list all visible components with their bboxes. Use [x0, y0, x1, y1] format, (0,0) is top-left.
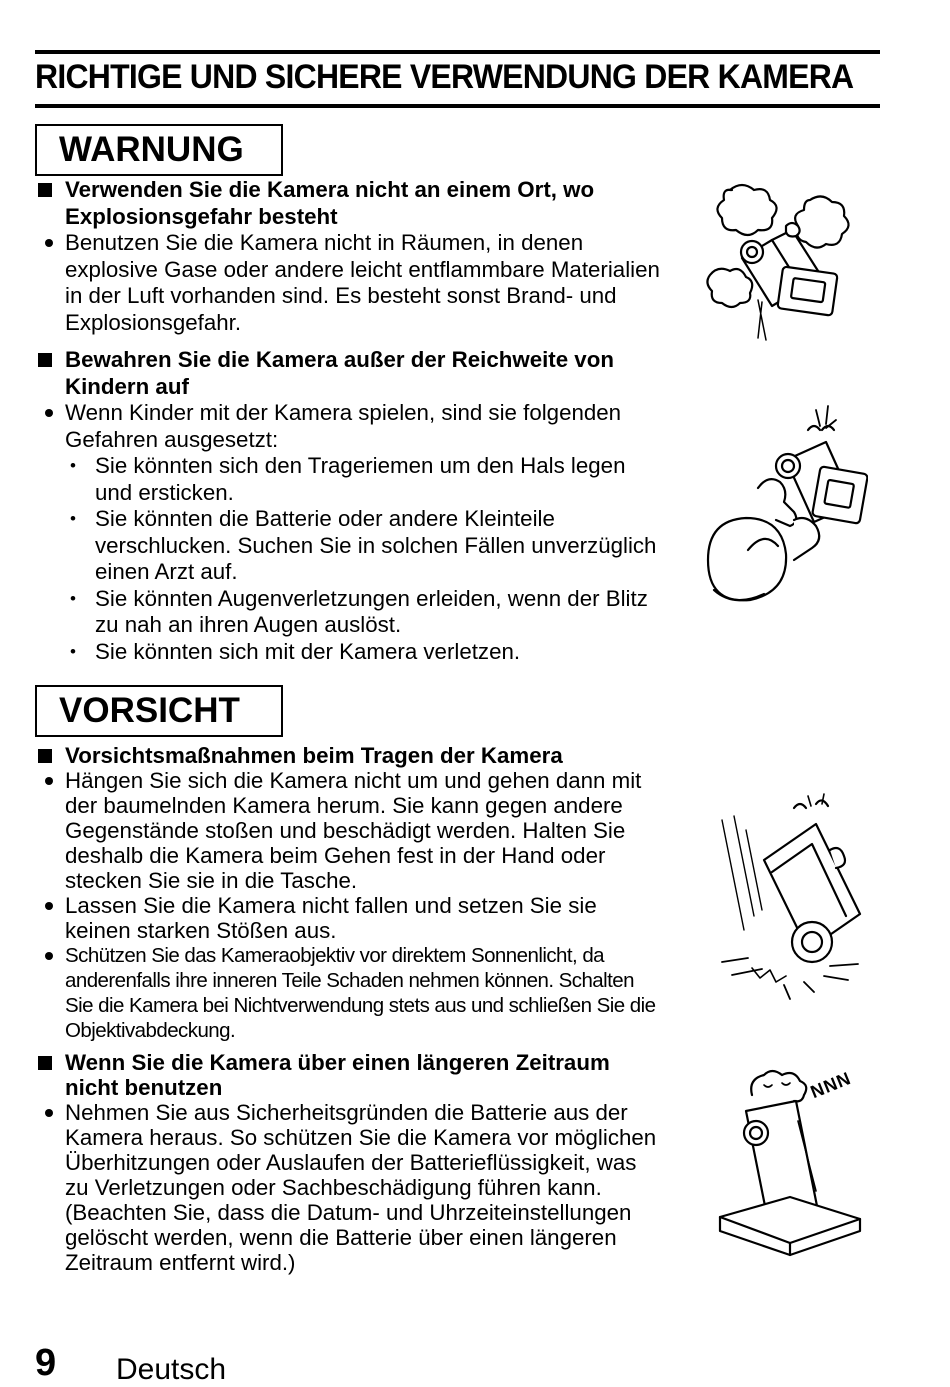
section-heading-explosion: Verwenden Sie die Kamera nicht an einem Ort, wo Explosionsgefahr besteht — [36, 177, 666, 230]
top-rule — [35, 50, 880, 54]
bullet-item: Schützen Sie das Kameraobjektiv vor direktem Sonnenlicht, da anderenfalls ihre inneren Teile Schaden nehmen können. Schalten Sie die Kamera bei Nichtverwendung stets aus und schließen Sie die Objektivabdeckung. — [36, 943, 666, 1043]
sub-item: • Sie könnten die Batterie oder andere Kleinteile verschlucken. Suchen Sie in solchen Fällen unverzüglich einen Arzt auf. — [36, 506, 666, 586]
page-language: Deutsch — [116, 1353, 227, 1386]
section-heading-carrying: Vorsichtsmaßnahmen beim Tragen der Kamera — [36, 743, 666, 768]
warning-content — [36, 177, 666, 665]
bullet-item: Benutzen Sie die Kamera nicht in Räumen, in denen explosive Gase oder andere leicht entflammbare Materialien in der Luft vorhanden sind. Es besteht sonst Brand- und Explosionsgefahr. — [36, 230, 666, 336]
camera-in-explosion-icon — [700, 180, 860, 355]
warning-label-box: WARNUNG — [35, 124, 283, 176]
caution-label-box: VORSICHT — [35, 685, 283, 737]
sleep-text: NNN — [807, 1067, 855, 1103]
section-heading-storage: Wenn Sie die Kamera über einen längeren Zeitraum nicht benutzen — [36, 1050, 666, 1100]
sub-item: • Sie könnten Augenverletzungen erleiden, wenn der Blitz zu nah an ihren Augen auslöst. — [36, 586, 666, 639]
sub-item: • Sie könnten sich den Trageriemen um den Hals legen und ersticken. — [36, 453, 666, 506]
page-title: RICHTIGE UND SICHERE VERWENDUNG DER KAMERA — [35, 58, 854, 96]
section-heading-children: Bewahren Sie die Kamera außer der Reichweite von Kindern auf — [36, 347, 666, 400]
falling-camera-icon — [712, 790, 862, 1005]
caution-content — [36, 743, 666, 1275]
title-underline — [35, 104, 880, 108]
bullet-item: Wenn Kinder mit der Kamera spielen, sind sie folgenden Gefahren ausgesetzt: — [36, 400, 666, 453]
sleeping-camera-battery-icon — [712, 1065, 872, 1270]
sub-item: • Sie könnten sich mit der Kamera verletzen. — [36, 639, 666, 666]
bullet-item: Nehmen Sie aus Sicherheitsgründen die Batterie aus der Kamera heraus. So schützen Sie die Kamera vor möglichen Überhitzungen oder Auslaufen der Batterieflüssigkeit, was zu Verletzungen oder Sachbeschädigung führen kann. (Beachten Sie, dass die Datum- und Uhrzeiteinstellungen gelöscht werden, wenn die Batterie über einen längeren Zeitraum entfernt wird.) — [36, 1100, 666, 1275]
bullet-item: Hängen Sie sich die Kamera nicht um und gehen dann mit der baumelnden Kamera herum. Sie kann gegen andere Gegenstände stoßen und beschädigt werden. Halten Sie deshalb die Kamera beim Gehen fest in der Hand oder stecken Sie sie in die Tasche. — [36, 768, 666, 893]
bullet-item: Lassen Sie die Kamera nicht fallen und setzen Sie sie keinen starken Stößen aus. — [36, 893, 666, 943]
child-with-camera-icon — [688, 400, 868, 615]
page-number: 9 — [35, 1342, 57, 1384]
